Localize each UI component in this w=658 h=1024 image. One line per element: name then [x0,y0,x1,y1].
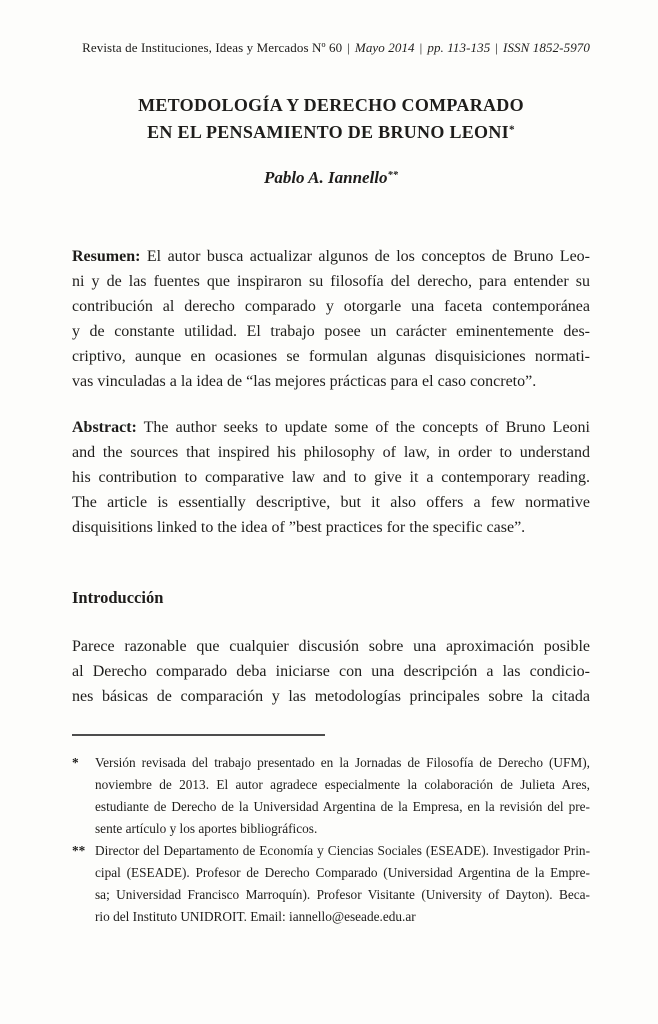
resumen-paragraph [72,244,590,394]
header-separator: | [495,40,499,55]
resumen-line-rest: El autor busca actualizar algunos de los conceptos de Bruno Leo- [146,248,590,265]
resumen-label: Resumen: [72,248,141,265]
text-line: y de constante utilidad. El trabajo posee un carácter eminentemente des- [72,323,590,340]
footnote-2 [72,840,590,928]
text-line: al Derecho comparado deba iniciarse con una descripción a las condicio- [72,663,590,680]
text-line: Parece razonable que cualquier discusión sobre una aproximación posible [72,638,590,655]
text-line: estudiante de Derecho de la Universidad Argentina de la Empresa, en la revisión del pre- [95,799,590,814]
footnotes-section [72,752,590,928]
text-line: cipal (ESEADE). Profesor de Derecho Comparado (Universidad Argentina de la Empre- [95,865,590,880]
text-line: ni y de las fuentes que inspiraron su filosofía del derecho, para entender su [72,273,590,290]
text-line: sente artículo y los aportes bibliográficos. [95,821,318,836]
footnote-1-text [95,752,590,840]
text-line [72,415,590,440]
text-line: disquisitions linked to the idea of ”best practices for the specific case”. [72,519,526,536]
journal-name: Revista de Instituciones, Ideas y Mercados Nº 60 [82,40,343,55]
footnote-2-text [95,840,590,928]
text-line: criptivo, aunque en ocasiones se formulan algunas disquisiciones normati- [72,348,590,365]
introduction-paragraph [72,634,590,709]
text-line: contribución al derecho comparado y otorgarle una faceta contemporánea [72,298,590,315]
journal-header [72,40,590,55]
footnote-1 [72,752,590,840]
header-separator: | [419,40,423,55]
text-line: nes básicas de comparación y las metodologías principales sobre la citada [72,688,590,705]
journal-issn: ISSN 1852-5970 [503,40,590,55]
text-line: noviembre de 2013. El autor agradece especialmente la colaboración de Julieta Ares, [95,777,590,792]
footnote-2-marker: ** [72,843,86,858]
article-title [72,92,590,149]
author-footnote-marker: ** [387,170,399,182]
text-line: rio del Instituto UNIDROIT. Email: iannello@eseade.edu.ar [95,909,416,924]
abstract-label: Abstract: [72,419,137,436]
text-line: and the sources that inspired his philosophy of law, in order to understand [72,444,590,461]
journal-issue-date: Mayo 2014 [354,40,415,55]
text-line: Director del Departamento de Economía y Ciencias Sociales (ESEADE). Investigador Prin- [95,843,590,858]
text-line: sa; Universidad Francisco Marroquín). Profesor Visitante (University of Dayton). Beca- [95,887,590,902]
article-title-line2: EN EL PENSAMIENTO DE BRUNO LEONI [147,122,509,142]
title-footnote-marker: * [508,123,515,136]
text-line [72,244,590,269]
journal-pages: pp. 113-135 [427,40,491,55]
header-separator: | [347,40,350,55]
footnote-1-marker: * [72,755,79,770]
abstract-line-rest: The author seeks to update some of the concepts of Bruno Leoni [143,419,590,436]
article-title-line1: METODOLOGÍA Y DERECHO COMPARADO [138,95,524,115]
introduction-heading: Introducción [72,588,164,607]
author-line [72,167,590,192]
text-line: vas vinculadas a la idea de “las mejores prácticas para el caso concreto”. [72,373,537,390]
abstract-paragraph [72,415,590,540]
footnote-separator-rule [72,734,325,736]
text-line: Versión revisada del trabajo presentado en la Jornadas de Filosofía de Derecho (UFM), [95,755,590,770]
author-name: Pablo A. Iannello [263,168,388,187]
text-line: The article is essentially descriptive, but it also offers a few normative [72,494,590,511]
text-line: his contribution to comparative law and to give it a contemporary reading. [72,469,590,486]
